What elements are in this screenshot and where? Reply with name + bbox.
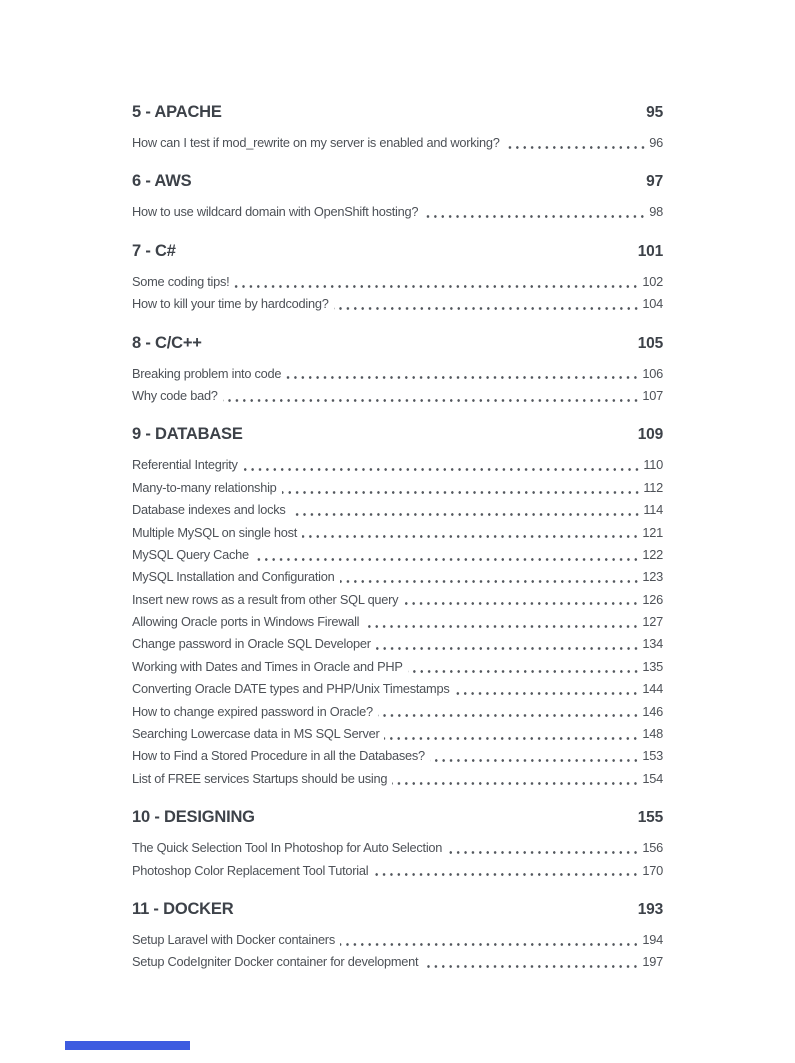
dot-leader [378, 701, 640, 723]
toc-entry-link[interactable] [132, 293, 663, 315]
dot-leader [454, 678, 639, 700]
toc-entry-link[interactable] [132, 701, 663, 723]
toc-entry-link[interactable] [132, 656, 663, 678]
toc-entry-link[interactable] [132, 929, 663, 951]
section-page-number: 193 [637, 900, 663, 918]
entry-page-number: 122 [642, 546, 663, 562]
toc-entry-link[interactable] [132, 454, 663, 476]
toc-entry-link[interactable] [132, 837, 663, 859]
dot-leader [392, 768, 639, 790]
toc [132, 101, 663, 974]
section-heading-link[interactable] [132, 898, 663, 921]
toc-entry-link[interactable] [132, 363, 663, 385]
section-entries [132, 271, 663, 316]
toc-entry-link[interactable] [132, 745, 663, 767]
section-heading-link[interactable] [132, 332, 663, 355]
section-title: 6 - AWS [132, 172, 192, 191]
dot-leader [223, 385, 640, 407]
section-entries [132, 132, 663, 154]
entry-page-number: 156 [642, 840, 663, 856]
entry-title: Change password in Oracle SQL Developer [132, 636, 371, 652]
section-title: 10 - DESIGNING [132, 808, 255, 827]
toc-entry-link[interactable] [132, 723, 663, 745]
entry-title: Setup Laravel with Docker containers [132, 931, 335, 947]
section-heading-link[interactable] [132, 240, 663, 263]
entry-page-number: 96 [649, 135, 663, 150]
entry-title: Why code bad? [132, 387, 218, 403]
dot-leader [364, 611, 639, 633]
toc-entry-link[interactable] [132, 633, 663, 655]
dot-leader [334, 293, 640, 315]
entry-title: Insert new rows as a result from other SQL query [132, 591, 399, 607]
toc-section [132, 332, 663, 408]
dot-leader [376, 633, 640, 655]
entry-title: The Quick Selection Tool In Photoshop for Auto Selection [132, 840, 443, 856]
entry-title: Breaking problem into code [132, 365, 282, 381]
toc-entry-link[interactable] [132, 132, 663, 154]
entry-page-number: 126 [642, 591, 663, 607]
dot-leader [403, 589, 639, 611]
section-heading-link[interactable] [132, 170, 663, 193]
section-heading-link[interactable] [132, 423, 663, 446]
section-title: 5 - APACHE [132, 103, 222, 121]
section-page-number: 95 [646, 104, 663, 121]
toc-section [132, 170, 663, 223]
entry-title: Some coding tips! [132, 273, 230, 289]
entry-title: Multiple MySQL on single host [132, 524, 298, 540]
entry-page-number: 114 [643, 502, 663, 518]
entry-title: Setup CodeIgniter Docker container for development [132, 954, 419, 970]
entry-page-number: 170 [642, 862, 663, 878]
entry-page-number: 102 [642, 273, 663, 289]
toc-entry-link[interactable] [132, 385, 663, 407]
section-heading-link[interactable] [132, 101, 663, 124]
section-entries [132, 201, 663, 223]
entry-title: MySQL Query Cache [132, 546, 249, 562]
section-entries [132, 363, 663, 408]
section-page-number: 109 [637, 426, 663, 444]
toc-entry-link[interactable] [132, 611, 663, 633]
dot-leader [430, 745, 640, 767]
section-title: 7 - C# [132, 241, 176, 260]
dot-leader [384, 723, 639, 745]
toc-entry-link[interactable] [132, 477, 663, 499]
entry-page-number: 194 [642, 931, 663, 947]
section-title: 8 - C/C++ [132, 333, 202, 352]
toc-section [132, 101, 663, 154]
dot-leader [423, 951, 639, 973]
entry-title: Searching Lowercase data in MS SQL Server [132, 726, 380, 742]
entry-page-number: 106 [642, 365, 663, 381]
entry-page-number: 127 [642, 614, 663, 630]
entry-page-number: 144 [642, 681, 663, 697]
entry-title: How can I test if mod_rewrite on my server is enabled and working? [132, 135, 500, 150]
dot-leader [243, 454, 641, 476]
dot-leader [340, 929, 639, 951]
toc-entry-link[interactable] [132, 522, 663, 544]
entry-page-number: 121 [642, 524, 663, 540]
section-entries [132, 454, 663, 790]
toc-section [132, 240, 663, 316]
dot-leader [286, 363, 639, 385]
toc-entry-link[interactable] [132, 566, 663, 588]
toc-section [132, 806, 663, 882]
dot-leader [282, 477, 641, 499]
entry-page-number: 146 [642, 703, 663, 719]
entry-title: Converting Oracle DATE types and PHP/Unix Timestamps [132, 681, 450, 697]
toc-entry-link[interactable] [132, 678, 663, 700]
toc-entry-link[interactable] [132, 860, 663, 882]
section-heading-link[interactable] [132, 806, 663, 829]
section-page-number: 155 [637, 809, 663, 827]
entry-title: Referential Integrity [132, 457, 238, 473]
section-entries [132, 929, 663, 974]
entry-page-number: 153 [642, 748, 663, 764]
entry-page-number: 134 [642, 636, 663, 652]
dot-leader [234, 271, 639, 293]
entry-page-number: 104 [642, 296, 663, 312]
toc-section [132, 898, 663, 974]
footer-accent-bar [65, 1041, 190, 1050]
entry-page-number: 112 [643, 479, 663, 495]
dot-leader [340, 566, 640, 588]
entry-page-number: 197 [642, 954, 663, 970]
entry-page-number: 123 [642, 569, 663, 585]
entry-title: Database indexes and locks [132, 502, 286, 518]
section-page-number: 97 [646, 173, 663, 191]
entry-title: How to change expired password in Oracle? [132, 703, 373, 719]
toc-entry-link[interactable] [132, 768, 663, 790]
entry-page-number: 148 [642, 726, 663, 742]
entry-page-number: 98 [649, 204, 663, 220]
toc-entry-link[interactable] [132, 201, 663, 223]
dot-leader [302, 522, 639, 544]
dot-leader [408, 656, 640, 678]
toc-entry-link[interactable] [132, 499, 663, 521]
toc-section [132, 423, 663, 790]
section-page-number: 101 [637, 242, 663, 260]
entry-page-number: 110 [643, 457, 663, 473]
dot-leader [505, 132, 647, 154]
section-entries [132, 837, 663, 882]
entry-title: How to kill your time by hardcoding? [132, 296, 329, 312]
toc-entry-link[interactable] [132, 589, 663, 611]
entry-title: Many-to-many relationship [132, 479, 277, 495]
entry-title: How to use wildcard domain with OpenShift hosting? [132, 204, 419, 220]
dot-leader [423, 201, 646, 223]
toc-entry-link[interactable] [132, 951, 663, 973]
section-page-number: 105 [637, 334, 663, 352]
entry-title: Allowing Oracle ports in Windows Firewall [132, 614, 360, 630]
dot-leader [291, 499, 641, 521]
section-title: 9 - DATABASE [132, 425, 243, 444]
entry-title: MySQL Installation and Configuration [132, 569, 335, 585]
entry-title: List of FREE services Startups should be using [132, 770, 388, 786]
dot-leader [447, 837, 639, 859]
entry-title: How to Find a Stored Procedure in all the Databases? [132, 748, 425, 764]
entry-title: Working with Dates and Times in Oracle and PHP [132, 658, 403, 674]
entry-page-number: 135 [642, 658, 663, 674]
entry-page-number: 107 [642, 387, 663, 403]
entry-page-number: 154 [642, 770, 663, 786]
entry-title: Photoshop Color Replacement Tool Tutorial [132, 862, 369, 878]
dot-leader [254, 544, 640, 566]
section-title: 11 - DOCKER [132, 899, 234, 918]
dot-leader [373, 860, 639, 882]
toc-entry-link[interactable] [132, 271, 663, 293]
toc-entry-link[interactable] [132, 544, 663, 566]
